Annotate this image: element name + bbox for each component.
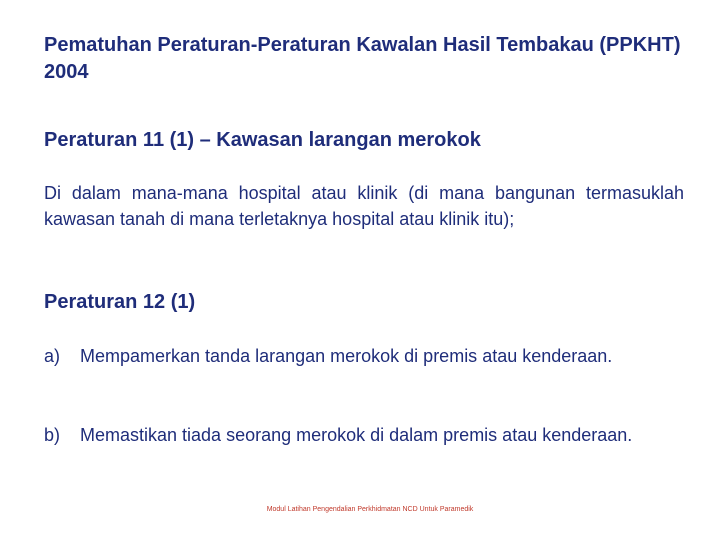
list-item-text: Mempamerkan tanda larangan merokok di premis atau kenderaan. xyxy=(80,346,613,366)
slide-title: Pematuhan Peraturan-Peraturan Kawalan Hasil Tembakau (PPKHT) 2004 xyxy=(44,34,681,83)
list-item xyxy=(44,343,664,369)
list-marker: a) xyxy=(44,346,61,366)
slide-footer: Modul Latihan Pengendalian Perkhidmatan NCD Untuk Paramedik xyxy=(266,506,474,513)
section-heading-peraturan-11: Peraturan 11 (1) – Kawasan larangan merokok xyxy=(44,129,481,151)
list-item xyxy=(44,422,664,448)
list-peraturan-12-a xyxy=(44,343,664,369)
list-item-text: Memastikan tiada seorang merokok di dalam premis atau kenderaan. xyxy=(80,425,633,445)
section-heading-peraturan-12: Peraturan 12 (1) xyxy=(44,291,196,313)
list-peraturan-12-b xyxy=(44,422,664,448)
section-text-peraturan-11: Di dalam mana-mana hospital atau klinik (di mana bangunan termasuklah kawasan tanah di mana terletaknya hospital atau klinik itu); xyxy=(44,183,684,229)
list-marker: b) xyxy=(44,425,61,445)
